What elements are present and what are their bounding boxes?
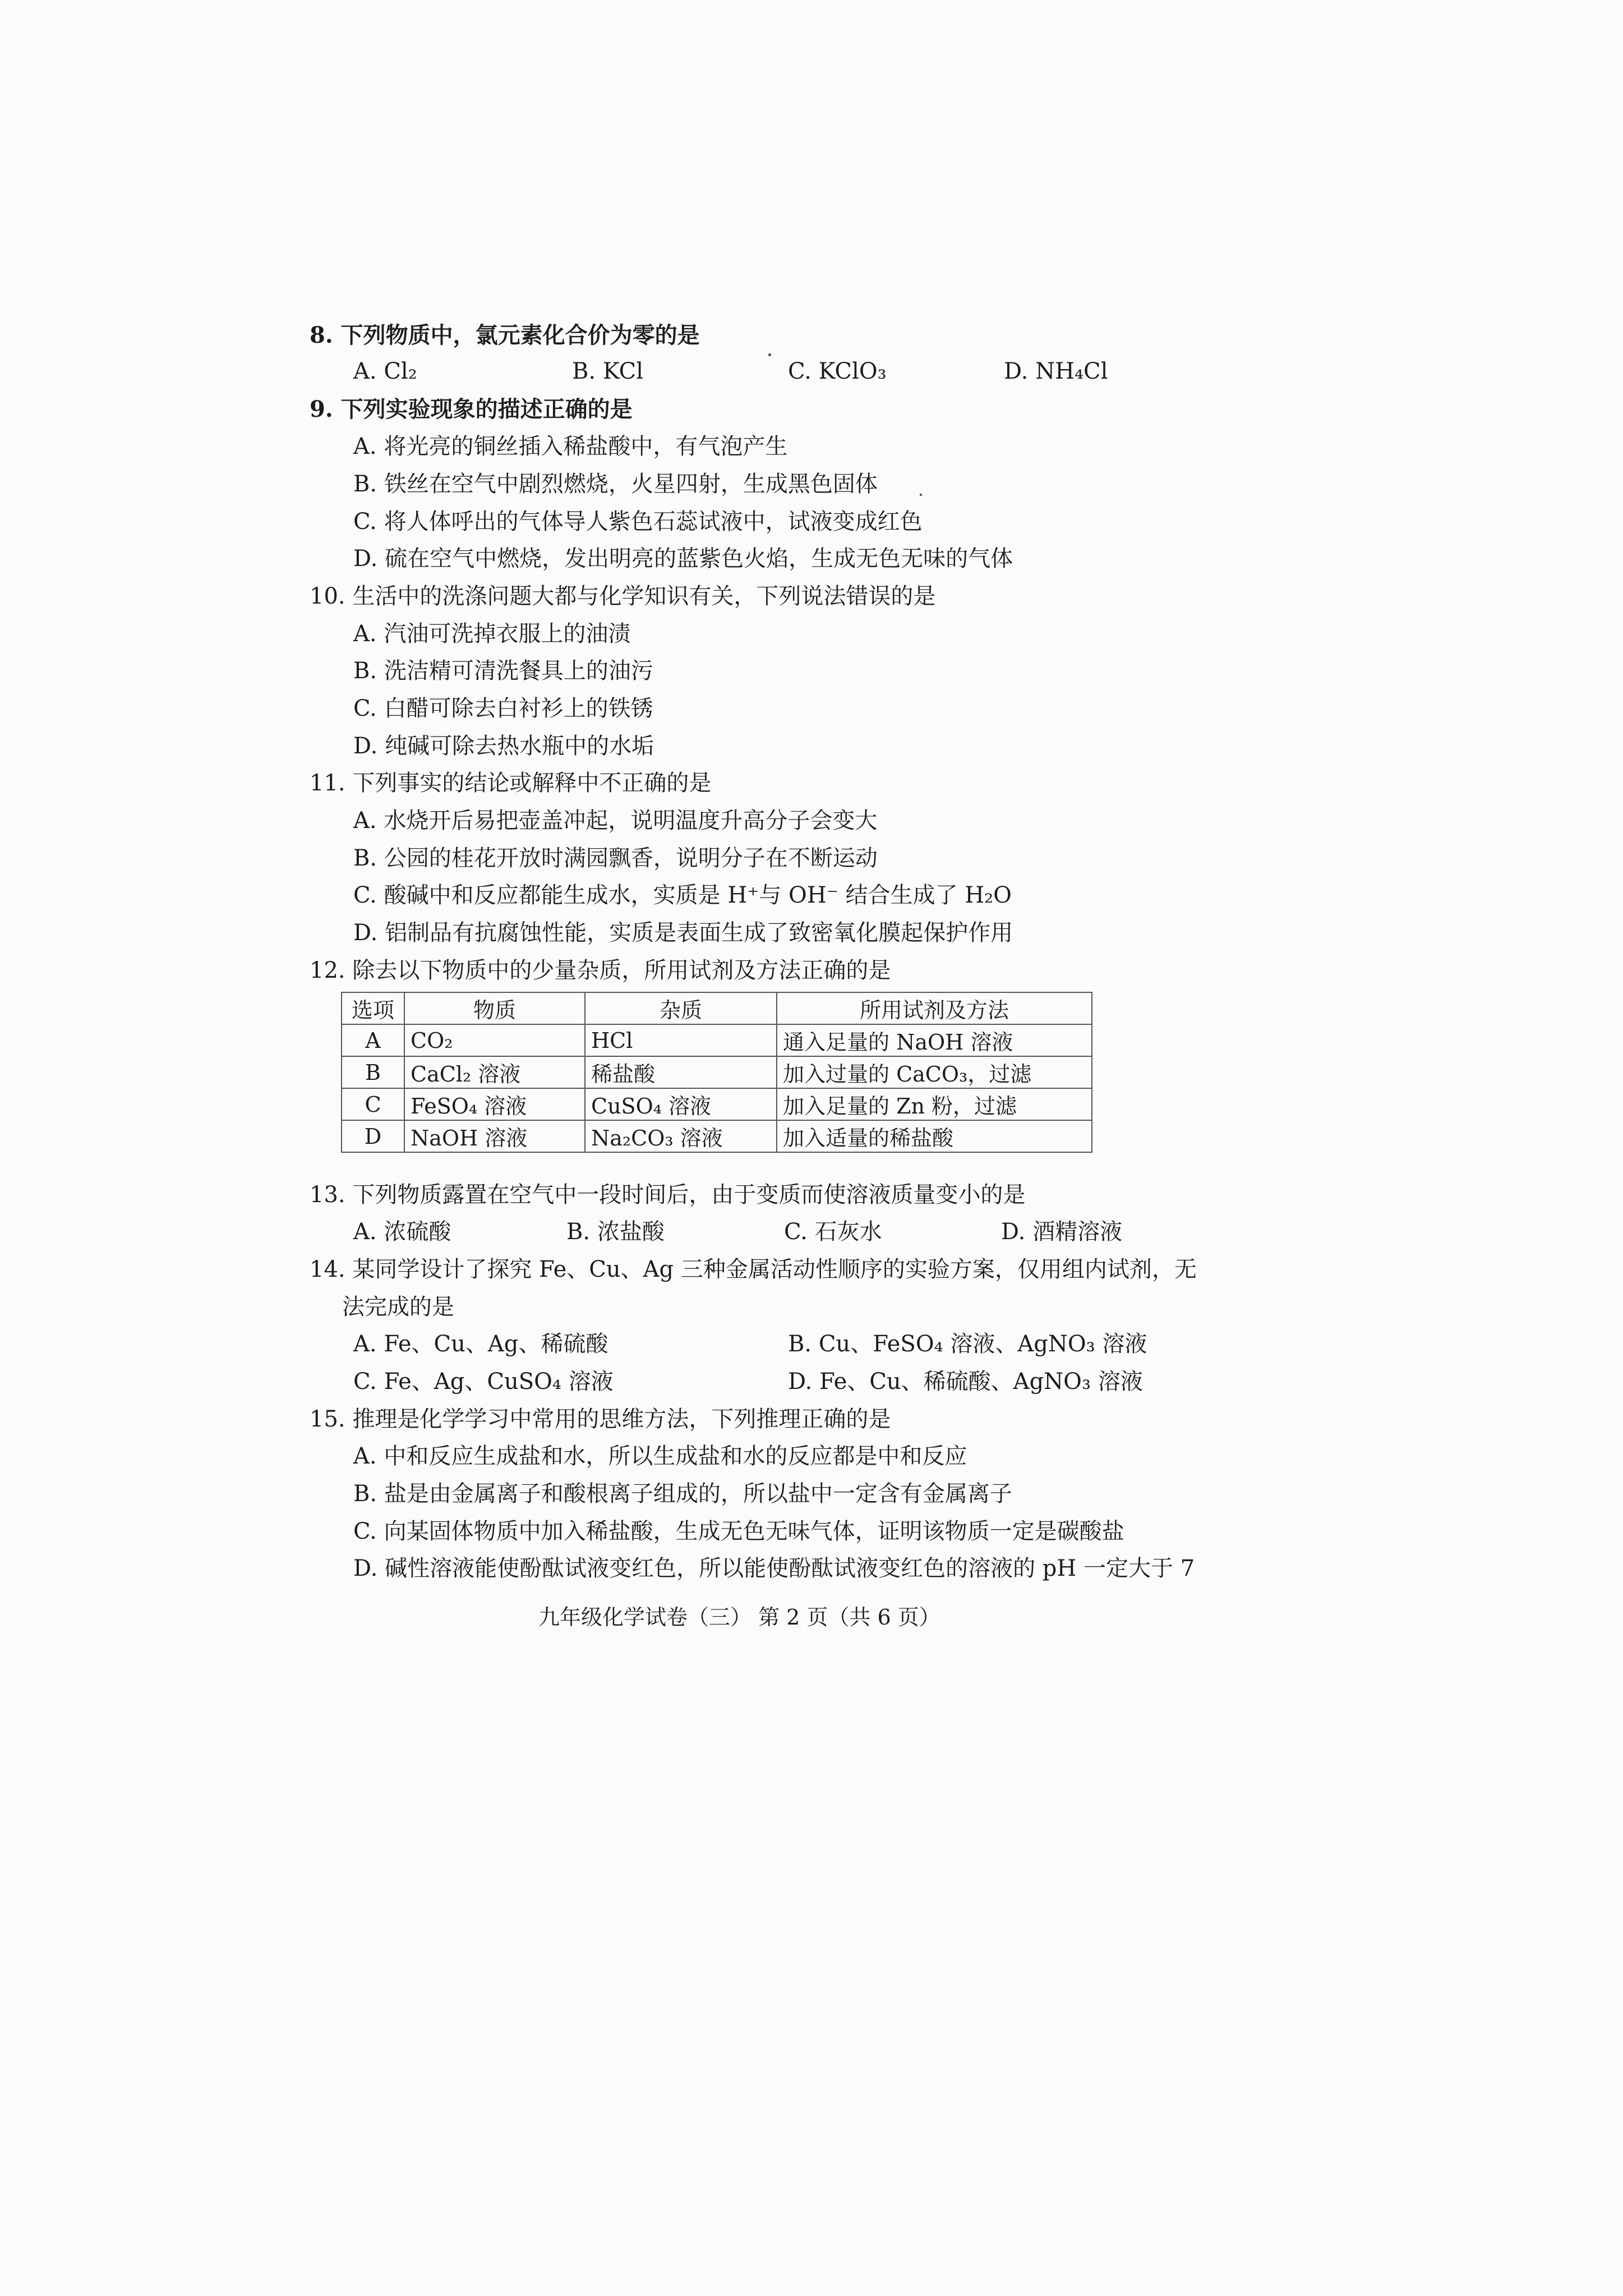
table-header-cell: 选项 [342,992,404,1024]
table-row [342,1056,1092,1088]
table-cell: 加入足量的 Zn 粉，过滤 [777,1088,1092,1120]
table-row [342,1024,1092,1056]
q14-option-b: B. Cu、FeSO₄ 溶液、AgNO₃ 溶液 [788,1331,1147,1357]
q9-stem: 9. 下列实验现象的描述正确的是 [310,396,633,422]
table-cell: FeSO₄ 溶液 [404,1088,585,1120]
table-row [342,1088,1092,1120]
table-header-cell: 物质 [404,992,585,1024]
q12-table [341,992,1092,1153]
q9-option-a: A. 将光亮的铜丝插入稀盐酸中，有气泡产生 [353,434,788,459]
table-cell: CO₂ [404,1024,585,1056]
q15-stem: 15. 推理是化学学习中常用的思维方法，下列推理正确的是 [310,1406,891,1432]
q9-option-c: C. 将人体呼出的气体导人紫色石蕊试液中，试液变成红色 [353,509,923,535]
q10-option-b: B. 洗洁精可清洗餐具上的油污 [353,658,653,684]
q13-option-a: A. 浓硫酸 [353,1219,451,1245]
table-cell: NaOH 溶液 [404,1120,585,1152]
q15-option-a: A. 中和反应生成盐和水，所以生成盐和水的反应都是中和反应 [353,1443,967,1469]
table-cell: 加入适量的稀盐酸 [777,1120,1092,1152]
q10-option-d: D. 纯碱可除去热水瓶中的水垢 [353,733,654,759]
table-cell: 稀盐酸 [585,1056,777,1088]
q8-option-c: C. KClO₃ [788,358,887,384]
table-header-cell: 杂质 [585,992,777,1024]
q8-option-b: B. KCl [572,358,644,384]
table-cell: B [342,1056,404,1088]
table-header-row [342,992,1092,1024]
table-cell: CaCl₂ 溶液 [404,1056,585,1088]
table-cell: C [342,1088,404,1120]
table-header-cell: 所用试剂及方法 [777,992,1092,1024]
table-cell: 通入足量的 NaOH 溶液 [777,1024,1092,1056]
q14-stem-line1: 14. 某同学设计了探究 Fe、Cu、Ag 三种金属活动性顺序的实验方案，仅用组内试剂，无 [310,1257,1197,1282]
q11-stem: 11. 下列事实的结论或解释中不正确的是 [310,770,712,796]
page-footer: 九年级化学试卷（三） 第 2 页（共 6 页） [538,1605,940,1630]
q10-option-a: A. 汽油可洗掉衣服上的油渍 [353,621,631,647]
q11-option-c: C. 酸碱中和反应都能生成水，实质是 H⁺与 OH⁻ 结合生成了 H₂O [353,882,1012,908]
q8-option-d: D. NH₄Cl [1004,358,1108,384]
q14-option-a: A. Fe、Cu、Ag、稀硫酸 [353,1331,608,1357]
table-cell: CuSO₄ 溶液 [585,1088,777,1120]
table-cell: Na₂CO₃ 溶液 [585,1120,777,1152]
q9-option-d: D. 硫在空气中燃烧，发出明亮的蓝紫色火焰，生成无色无味的气体 [353,546,1013,572]
q14-option-c: C. Fe、Ag、CuSO₄ 溶液 [353,1369,614,1395]
table-cell: A [342,1024,404,1056]
q8-option-a: A. Cl₂ [353,358,417,384]
q13-option-b: B. 浓盐酸 [566,1219,665,1245]
q11-option-a: A. 水烧开后易把壶盖冲起，说明温度升高分子会变大 [353,808,878,834]
q10-stem: 10. 生活中的洗涤问题大都与化学知识有关，下列说法错误的是 [310,583,936,609]
q11-option-d: D. 铝制品有抗腐蚀性能，实质是表面生成了致密氧化膜起保护作用 [353,920,1013,946]
q8-stem: 8. 下列物质中，氯元素化合价为零的是 [310,322,700,348]
q13-option-c: C. 石灰水 [784,1219,882,1245]
table-cell: 加入过量的 CaCO₃，过滤 [777,1056,1092,1088]
q11-option-b: B. 公园的桂花开放时满园飘香，说明分子在不断运动 [353,845,878,871]
table-row [342,1120,1092,1152]
q15-option-c: C. 向某固体物质中加入稀盐酸，生成无色无味气体，证明该物质一定是碳酸盐 [353,1519,1124,1544]
q13-stem: 13. 下列物质露置在空气中一段时间后，由于变质而使溶液质量变小的是 [310,1182,1026,1208]
q13-option-d: D. 酒精溶液 [1001,1219,1123,1245]
q14-stem-line2: 法完成的是 [342,1294,454,1320]
q15-option-b: B. 盐是由金属离子和酸根离子组成的，所以盐中一定含有金属离子 [353,1481,1012,1507]
q14-option-d: D. Fe、Cu、稀硫酸、AgNO₃ 溶液 [788,1369,1143,1395]
table-cell: HCl [585,1024,777,1056]
scan-speck [920,494,922,496]
q12-stem: 12. 除去以下物质中的少量杂质，所用试剂及方法正确的是 [310,958,891,983]
q15-option-d: D. 碱性溶液能使酚酞试液变红色，所以能使酚酞试液变红色的溶液的 pH 一定大于 7 [353,1556,1195,1581]
q9-option-b: B. 铁丝在空气中剧烈燃烧，火星四射，生成黑色固体 [353,471,878,497]
q10-option-c: C. 白醋可除去白衬衫上的铁锈 [353,696,653,721]
scan-speck [768,353,771,356]
table-cell: D [342,1120,404,1152]
